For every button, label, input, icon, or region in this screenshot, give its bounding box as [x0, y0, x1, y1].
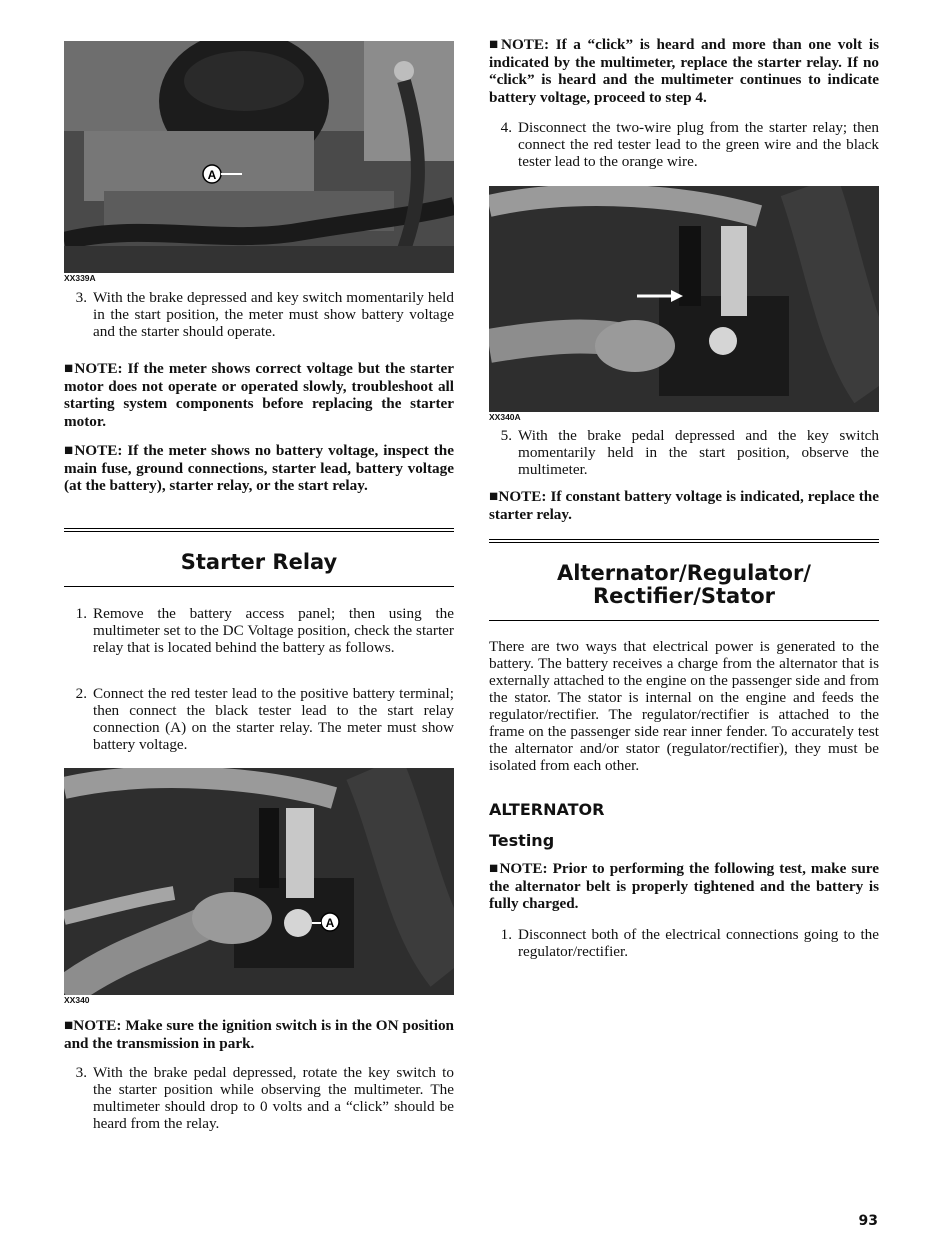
step-text: Connect the red tester lead to the positive battery terminal; then connect the black tester lead to the start relay connection (A) on the starter relay. The meter must show battery voltage. [93, 685, 454, 753]
step-number: 1. [500, 926, 512, 943]
step-text: Disconnect both of the electrical connections going to the regulator/rectifier. [518, 926, 879, 960]
step-text: Remove the battery access panel; then using the multimeter set to the DC Voltage position, check the starter relay that is located behind the battery as follows. [93, 605, 454, 656]
photo1-caption: XX339A [64, 273, 96, 283]
relay-plug-photo-graphic [489, 186, 879, 412]
step-3-list-item [64, 289, 454, 340]
step-1-list-item-alternator [489, 926, 879, 960]
section-title-starter-relay: Starter Relay [180, 550, 338, 574]
relay-photo-graphic [64, 768, 454, 995]
subhead-testing: Testing [489, 831, 555, 850]
engine-photo-graphic [64, 41, 454, 273]
step-1-list-item [64, 605, 454, 656]
section-title-alternator-line2: Rectifier/Stator [592, 584, 776, 608]
section-rule-bottom [489, 620, 879, 621]
step-5-list-item [489, 427, 879, 478]
step-text: With the brake pedal depressed and the key switch momentarily held in the start position, observe the multimeter. [518, 427, 879, 478]
step-text: With the brake pedal depressed, rotate the key switch to the starter position while observing the multimeter. The multimeter should drop to 0 volts and a “click” should be heard from the relay. [93, 1064, 454, 1132]
note-click-heard: ■NOTE: If a “click” is heard and more than one volt is indicated by the multimeter, replace the starter relay. If no “click” is heard and the multimeter continues to indicate battery voltage, proceed to step 4. [489, 36, 879, 106]
step-number: 1. [75, 605, 87, 622]
step-text: Disconnect the two-wire plug from the starter relay; then connect the red tester lead to the green wire and the black tester lead to the orange wire. [518, 119, 879, 170]
note-ignition-on: ■NOTE: Make sure the ignition switch is in the ON position and the transmission in park. [64, 1017, 454, 1052]
note-correct-voltage: ■NOTE: If the meter shows correct voltage but the starter motor does not operate or operated slowly, troubleshoot all starting system components before replacing the starter motor. [64, 360, 454, 430]
step-number: 4. [500, 119, 512, 136]
step-number: 3. [75, 289, 87, 306]
step-number: 2. [75, 685, 87, 702]
photo2-callout-label: A [325, 916, 335, 930]
note-alternator-belt: ■NOTE: Prior to performing the following test, make sure the alternator belt is properly tightened and the battery is fully charged. [489, 860, 879, 912]
note-constant-voltage: ■NOTE: If constant battery voltage is indicated, replace the starter relay. [489, 488, 879, 523]
section-rule-top [489, 539, 879, 546]
subhead-alternator: ALTERNATOR [489, 800, 605, 819]
photo1-callout-label: A [207, 168, 217, 182]
step-number: 5. [500, 427, 512, 444]
section-rule-bottom [64, 586, 454, 587]
alternator-intro-paragraph: There are two ways that electrical power is generated to the battery. The battery receives a charge from the alternator that is externally attached to the engine on the passenger side and from the stator. The stator is internal on the engine and feeds the regulator/rectifier. The regulator/rectifier is attached to the frame on the passenger side rear inner fender. To accurately test the alternator and/or stator (regulator/rectifier), they must be isolated from each other. [489, 638, 879, 774]
starter-relay-photo-xx340 [64, 768, 454, 995]
step-4-list-item [489, 119, 879, 170]
step-text: With the brake depressed and key switch momentarily held in the start position, the meter must show battery voltage and the starter should operate. [93, 289, 454, 340]
relay-plug-photo-xx340a [489, 186, 879, 412]
step-number: 3. [75, 1064, 87, 1081]
photo2-caption: XX340 [64, 995, 90, 1005]
note-no-battery-voltage: ■NOTE: If the meter shows no battery voltage, inspect the main fuse, ground connections, starter lead, battery voltage (at the battery), starter relay, or the start relay. [64, 442, 454, 494]
step-3-list-item-relay [64, 1064, 454, 1132]
photo3-caption: XX340A [489, 412, 521, 422]
step-2-list-item [64, 685, 454, 753]
section-rule-top [64, 528, 454, 535]
engine-photo-xx339a [64, 41, 454, 273]
section-title-alternator-line1: Alternator/Regulator/ [557, 561, 811, 585]
page-number: 93 [858, 1213, 878, 1229]
